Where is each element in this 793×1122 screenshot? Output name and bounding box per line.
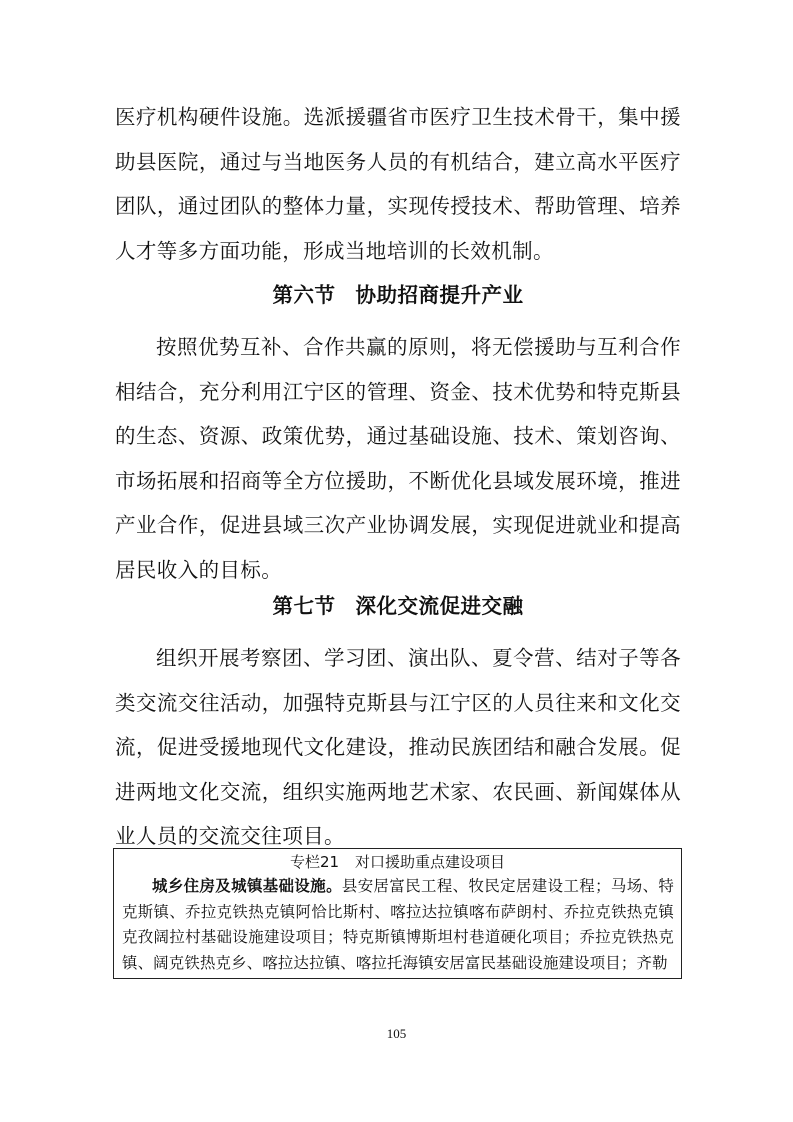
box-number: 专栏21 [289, 853, 340, 871]
feature-box-column-21 [113, 848, 682, 979]
section-heading-7 [115, 592, 681, 620]
box-title-text: 对口援助重点建设项目 [355, 853, 506, 871]
page-number: 105 [386, 1026, 407, 1041]
paragraph-cultural-exchange: 组织开展考察团、学习团、演出队、夏令营、结对子等各类交流交往活动，加强特克斯县与江宁区的人员往来和文化交流，促进受援地现代文化建设，推动民族团结和融合发展。促进两地文化交流，组织实施两地艺术家、农民画、新闻媒体从业人员的交流交往项目。 [115, 646, 681, 849]
box-lead: 城乡住房及城镇基础设施。 [152, 877, 342, 895]
box-title [114, 849, 681, 874]
paragraph-medical-facilities: 医疗机构硬件设施。选派援疆省市医疗卫生技术骨干，集中援助县医院，通过与当地医务人员的有机结合，建立高水平医疗团队，通过团队的整体力量，实现传授技术、帮助管理、培养人才等多方面功能，形成当地培训的长效机制。 [115, 105, 681, 263]
box-body [114, 874, 681, 976]
section-title: 协助招商提升产业 [355, 283, 524, 307]
section-heading-6 [115, 281, 681, 309]
section-title: 深化交流促进交融 [355, 594, 524, 618]
section-number: 第六节 [272, 283, 336, 307]
paragraph-investment-promotion: 按照优势互补、合作共赢的原则，将无偿援助与互利合作相结合，充分利用江宁区的管理、资金、技术优势和特克斯县的生态、资源、政策优势，通过基础设施、技术、策划咨询、市场拓展和招商等全方位援助，不断优化县域发展环境，推进产业合作，促进县域三次产业协调发展，实现促进就业和提高居民收入的目标。 [115, 335, 681, 582]
section-number: 第七节 [272, 594, 336, 618]
box-body-text: 县安居富民工程、牧民定居建设工程；马场、特克斯镇、乔拉克铁热克镇阿恰比斯村、喀拉达拉镇喀布萨朗村、乔拉克铁热克镇克孜阔拉村基础设施建设项目；特克斯镇博斯坦村巷道硬化项目；乔拉克铁热克镇、阔克铁热克乡、喀拉达拉镇、喀拉托海镇安居富民基础设施建设项目；齐勒 [122, 877, 674, 972]
